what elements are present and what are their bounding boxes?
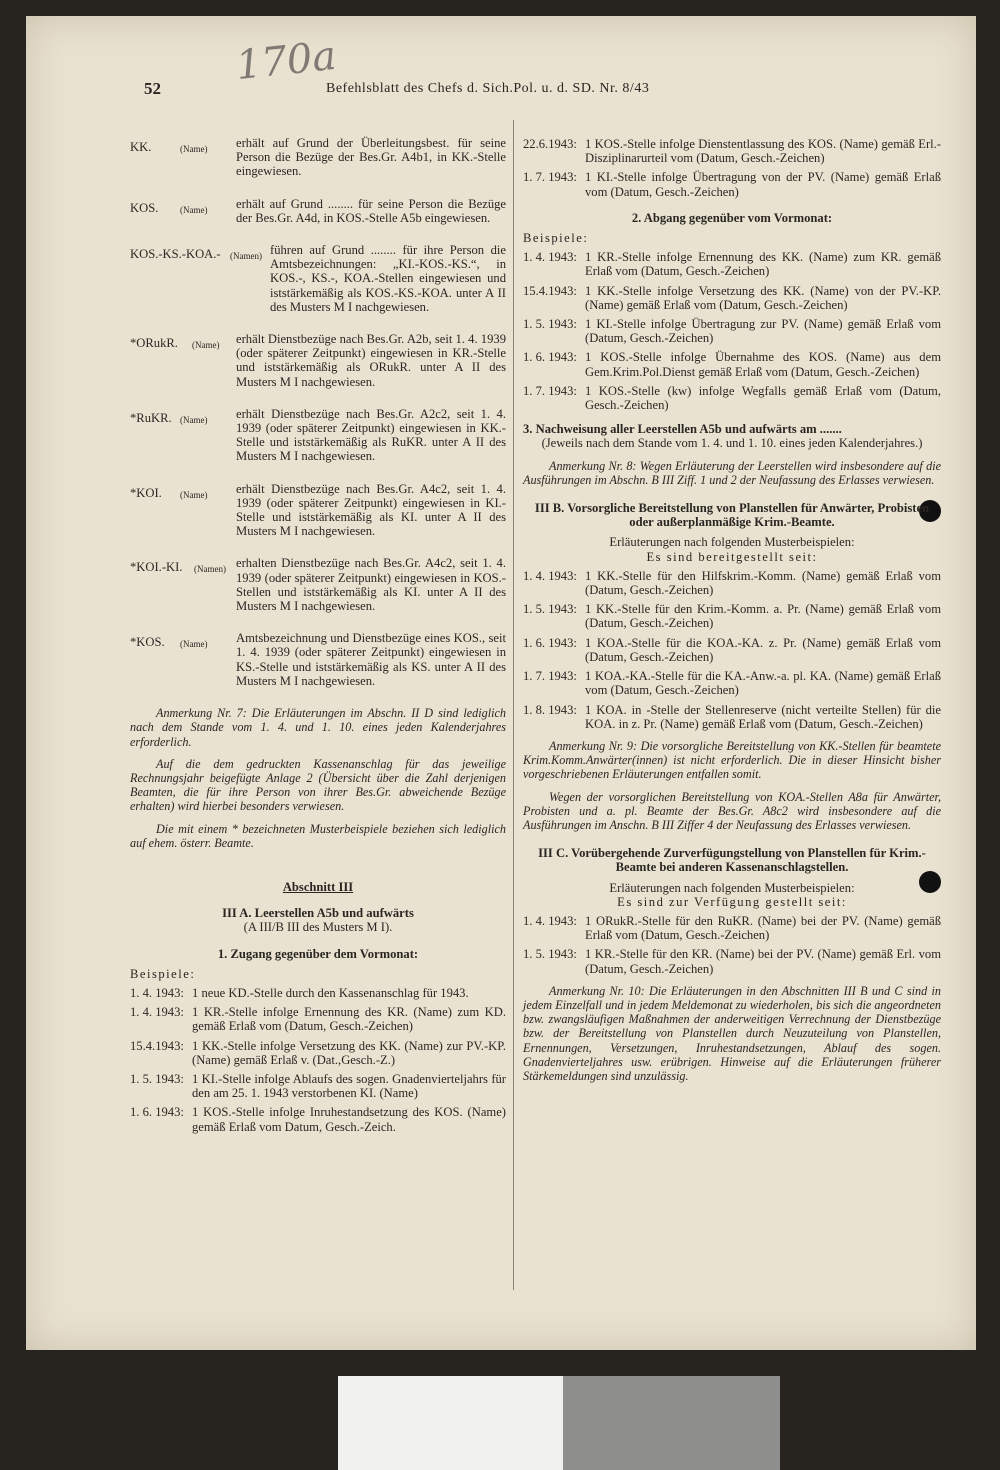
list-item [130,1072,506,1100]
entry-name: (Namen) [230,251,262,262]
entry-name: (Name) [180,144,208,154]
note-9: Anmerkung Nr. 9: Die vorsorgliche Bereitstellung von KK.-Stellen für beamtete Krim.Komm.Anwärter(innen) ist nicht erforderlich. Die in dieser Hinsicht bisher vorgeschriebenen Erläuterungen entfallen somit. [523,738,941,782]
example-date: 1. 5. 1943: [523,317,577,332]
list-item [523,569,941,597]
list-item [523,703,941,731]
subsection-b-heading: III B. Vorsorgliche Bereitstellung von Planstellen für Anwärter, Probisten oder außerplanmäßige Krim.-Beamte. [534,501,930,530]
example-date: 1. 7. 1943: [523,383,577,398]
example-date: 1. 5. 1943: [523,947,577,962]
example-text: 1 KK.-Stelle infolge Versetzung des KK. (Name) von der PV.-KP. (Name) gemäß Erlaß vom (Datum, Gesch.-Zeichen) [585,283,941,312]
example-date: 22.6.1943: [523,137,577,151]
example-text: 1 KOA.-Stelle für die KOA.-KA. z. Pr. (Name) gemäß Erlaß vom (Datum, Gesch.-Zeichen) [585,635,941,664]
example-date: 1. 5. 1943: [523,602,577,617]
example-text: 1 KR.-Stelle für den KR. (Name) bei der PV. (Name) gemäß Erl. vom (Datum, Gesch.-Zeichen) [585,947,941,976]
subsection-subtitle: (A III/B III des Musters M I). [243,920,393,935]
list-item [523,350,941,378]
example-date: 1. 4. 1943: [523,250,577,265]
example-date: 1. 6. 1943: [523,635,577,650]
subsection-heading: III A. Leerstellen A5b und aufwärts [222,906,414,921]
entry-name: (Name) [180,639,208,650]
entry-name: (Namen) [194,564,226,575]
note-7-kassenanschlag: Auf die dem gedruckten Kassenanschlag für das jeweilige Rechnungsjahr beigefügte Anlage 2 (Übersicht über die Zahl derjenigen Beamten, die für ihre Person von ihrer Bes.Gr. abweichende Bezüge erhalten) wird hierbei besonders verwiesen. [130,756,506,814]
example-text: 1 KK.-Stelle für den Hilfskrim.-Komm. (Name) gemäß Erlaß vom (Datum, Gesch.-Zeichen) [585,568,941,598]
example-text: 1 KOS.-Stelle (kw) infolge Wegfalls gemäß Erlaß vom (Datum, Gesch.-Zeichen) [585,383,941,413]
list-item [523,669,941,697]
calibration-strip-light [338,1376,563,1470]
example-date: 1. 5. 1943: [130,1071,184,1086]
entry-text: führen auf Grund ........ für ihre Person die Amtsbezeichnungen: „KI.-KOS.-KS.“, in KOS.-, KS.-, KOA.-Stellen eingewiesen und iststärkemäßig als KOS.-KS.-KOA. unter A II des Musters M I nachgewiesen. [270,243,506,314]
list-item [523,137,941,165]
example-text: 1 neue KD.-Stelle durch den Kassenanschlag für 1943. [192,985,469,1000]
example-text: 1 KI.-Stelle infolge Ablaufs des sogen. Gnadenvierteljahrs für den am 25. 1. 1943 verstorbenen KI. (Name) [192,1071,506,1101]
example-text: 1 ORukR.-Stelle für den RuKR. (Name) bei der PV. (Name) gemäß Erlaß vom (Datum, Gesch.-Zeichen) [585,913,941,943]
example-date: 1. 7. 1943: [523,170,577,185]
list-item [130,332,506,389]
example-date: 1. 7. 1943: [523,669,577,684]
example-text: 1 KOS.-Stelle infolge Übernahme des KOS. (Name) aus dem Gem.Krim.Pol.Dienst gemäß Erlaß vom (Datum, Gesch.-Zeichen) [585,350,941,379]
example-text: 1 KOA.-KA.-Stelle für die KA.-Anw.-a. pl. KA. (Name) gemäß Erlaß vom (Datum, Gesch.-Zeichen) [585,669,941,698]
example-text: 1 KOS.-Stelle infolge Inruhestandsetzung des KOS. (Name) gemäß Erlaß vom Datum, Gesch.-Zeich. [192,1105,506,1134]
list-item [523,914,941,942]
zugang-heading: 1. Zugang gegenüber dem Vormonat: [217,946,419,961]
list-item [130,556,506,613]
example-text: 1 KK.-Stelle infolge Versetzung des KK. (Name) zur PV.-KP. (Name) gemäß Erlaß v. (Dat.,Gesch.-Z.) [192,1038,506,1067]
list-item [130,631,506,688]
entry-term: KOS.-KS.-KOA.- [130,247,221,262]
subsection-c-heading: III C. Vorübergehende Zurverfügungstellung von Planstellen für Krim.-Beamte bei anderen Kassenanschlagstellen. [538,846,926,875]
list-item [523,602,941,630]
note-10: Anmerkung Nr. 10: Die Erläuterungen in den Abschnitten III B und C sind in jedem Einzelfall und in jedem Meldemonat zu wiederholen, bis sich die angeordneten bzw. zwangsläufigen Maßnahmen der anderweitigen Verrechnung der Dienstbezüge bzw. der Bereitstellung von Planstellen durch Neuzuteilung von Planstellen, Ernennungen, Versetzungen, Inruhestandsetzungen, Ablauf des sogen. Gnadenvierteljahres usw. erübrigen. Hinweise auf die Erläuterungen früherer Stärkemeldungen sind unzulässig. [523,983,941,1083]
example-date: 1. 4. 1943: [523,568,577,583]
list-item [130,407,506,464]
entry-text: erhält Dienstbezüge nach Bes.Gr. A4c2, seit 1. 4. 1939 (oder späterer Zeitpunkt) eingewiesen in KI.-Stelle und iststärkemäßig als KI. unter A II des Musters M I nachgewiesen. [236,481,506,539]
abgang-heading: 2. Abgang gegenüber vom Vormonat: [631,210,833,225]
column-divider [513,120,514,1290]
example-date: 1. 6. 1943: [130,1105,184,1120]
subsection-b-intro: Es sind bereitgestellt seit: [646,549,818,564]
entry-text: erhält auf Grund der Überleitungsbest. für seine Person die Bezüge der Bes.Gr. A4b1, in KK.-Stelle eingewiesen. [236,136,506,179]
example-date: 1. 8. 1943: [523,702,577,717]
handwritten-annotation: 170a [233,32,339,90]
example-date: 1. 6. 1943: [523,350,577,365]
nachweis-heading: 3. Nachweisung aller Leerstellen A5b und aufwärts am ....... [523,422,842,437]
entry-text: erhält Dienstbezüge nach Bes.Gr. A2c2, seit 1. 4. 1939 (oder späterer Zeitpunkt) eingewiesen in KK.-Stelle und iststärkemäßig als RuKR. unter A II des Musters M I nachgewiesen. [236,406,506,464]
entry-term: *ORukR. [130,336,178,351]
list-item [130,986,506,1000]
example-date: 1. 4. 1943: [130,985,184,1000]
page-number: 52 [144,79,161,98]
list-item [523,636,941,664]
subsection-c-explanation: Erläuterungen nach folgenden Musterbeispielen: [609,880,855,895]
examples-label: Beispiele: [523,231,589,246]
note-7-asterisk: Die mit einem * bezeichneten Musterbeispiele beziehen sich lediglich auf ehem. österr. Beamte. [130,821,506,850]
list-item [130,243,506,314]
example-text: 1 KR.-Stelle infolge Ernennung des KR. (Name) zum KD. gemäß Erlaß vom (Datum, Gesch.-Zeichen) [192,1005,506,1034]
list-item [523,947,941,975]
right-column [523,132,941,1087]
entry-text: erhält auf Grund ........ für seine Person die Bezüge der Bes.Gr. A4d, in KOS.-Stelle A5b eingewiesen. [236,196,506,225]
entry-term: *KOI.-KI. [130,560,183,575]
example-text: 1 KK.-Stelle für den Krim.-Komm. a. Pr. (Name) gemäß Erlaß vom (Datum, Gesch.-Zeichen) [585,602,941,631]
list-item [130,1005,506,1033]
list-item [130,1039,506,1067]
entry-term: KK. [130,140,152,154]
entry-text: erhält Dienstbezüge nach Bes.Gr. A2b, seit 1. 4. 1939 (oder späterer Zeitpunkt) eingewiesen in KR.-Stelle und iststärkemäßig als ORukR. unter A II des Musters M I nachgewiesen. [236,332,506,389]
list-item [523,170,941,198]
example-text: 1 KI.-Stelle infolge Übertragung von der PV. (Name) gemäß Erlaß vom (Datum, Gesch.-Zeichen) [585,170,941,199]
example-date: 15.4.1943: [523,283,577,298]
example-date: 15.4.1943: [130,1038,184,1053]
document-page [26,16,976,1350]
entry-name: (Name) [180,414,208,425]
entry-term: *RuKR. [130,410,172,425]
list-item [523,284,941,312]
list-item [130,197,506,225]
subsection-b-explanation: Erläuterungen nach folgenden Musterbeispielen: [609,535,855,550]
entry-text: Amtsbezeichnung und Dienstbezüge eines KOS., seit 1. 4. 1939 (oder späterer Zeitpunkt) eingewiesen in KS.-Stelle und iststärkemäßig als KS. unter A II des Musters M I nachgewiesen. [236,631,506,688]
example-text: 1 KOS.-Stelle infolge Dienstentlassung des KOS. (Name) gemäß Erl.-Disziplinarurteil vom (Datum, Gesch.-Zeichen) [585,137,941,166]
running-head: Befehlsblatt des Chefs d. Sich.Pol. u. d. SD. Nr. 8/43 [326,81,650,96]
note-9-koa: Wegen der vorsorglichen Bereitstellung von KOA.-Stellen A8a für Anwärter, Probisten und a. pl. Beamte der Bes.Gr. A8c2 wird insbesondere auf die Ausführungen im Anschn. B III Ziffer 4 der Neufassung des Erlasses verwiesen. [523,789,941,832]
example-text: 1 KR.-Stelle infolge Ernennung des KK. (Name) zum KR. gemäß Erlaß vom (Datum, Gesch.-Zeichen) [585,250,941,279]
entry-name: (Name) [192,340,220,351]
entry-text: erhalten Dienstbezüge nach Bes.Gr. A4c2, seit 1. 4. 1939 (oder späterer Zeitpunkt) eingewiesen in KOS.-Stellen und iststärkemäßig als KI. unter A II des Musters M I nachgewiesen. [236,556,506,614]
nachweis-subtitle: (Jeweils nach dem Stande vom 1. 4. und 1. 10. eines jeden Kalenderjahres.) [541,436,923,451]
entry-term: *KOS. [130,635,165,650]
list-item [130,482,506,539]
example-text: 1 KOA. in -Stelle der Stellenreserve (nicht verteilte Stellen) für die KOA. in z. Pr. (Name) gemäß Erlaß vom (Datum, Gesch.-Zeichen) [585,702,941,731]
entry-term: *KOI. [130,485,162,500]
list-item [523,384,941,412]
examples-label: Beispiele: [130,966,196,981]
example-text: 1 KI.-Stelle infolge Übertragung zur PV. (Name) gemäß Erlaß vom (Datum, Gesch.-Zeichen) [585,317,941,346]
left-column [130,136,506,1137]
entry-name: (Name) [180,489,208,500]
section-heading: Abschnitt III [282,879,354,894]
example-date: 1. 4. 1943: [130,1005,184,1020]
example-date: 1. 4. 1943: [523,913,577,928]
subsection-c-intro: Es sind zur Verfügung gestellt seit: [617,894,847,909]
entry-term: KOS. [130,200,159,215]
note-8: Anmerkung Nr. 8: Wegen Erläuterung der Leerstellen wird insbesondere auf die Ausführungen im Abschn. B III Ziff. 1 und 2 der Neufassung des Erlasses verwiesen. [523,458,941,487]
note-7: Anmerkung Nr. 7: Die Erläuterungen im Abschn. II D sind lediglich nach dem Stande vom 1. 4. und 1. 10. eines jeden Kalenderjahres erforderlich. [130,706,506,749]
list-item [130,1105,506,1133]
list-item [523,317,941,345]
calibration-strip-gray [563,1376,780,1470]
list-item [523,250,941,278]
entry-name: (Name) [180,204,208,215]
list-item [130,136,506,179]
